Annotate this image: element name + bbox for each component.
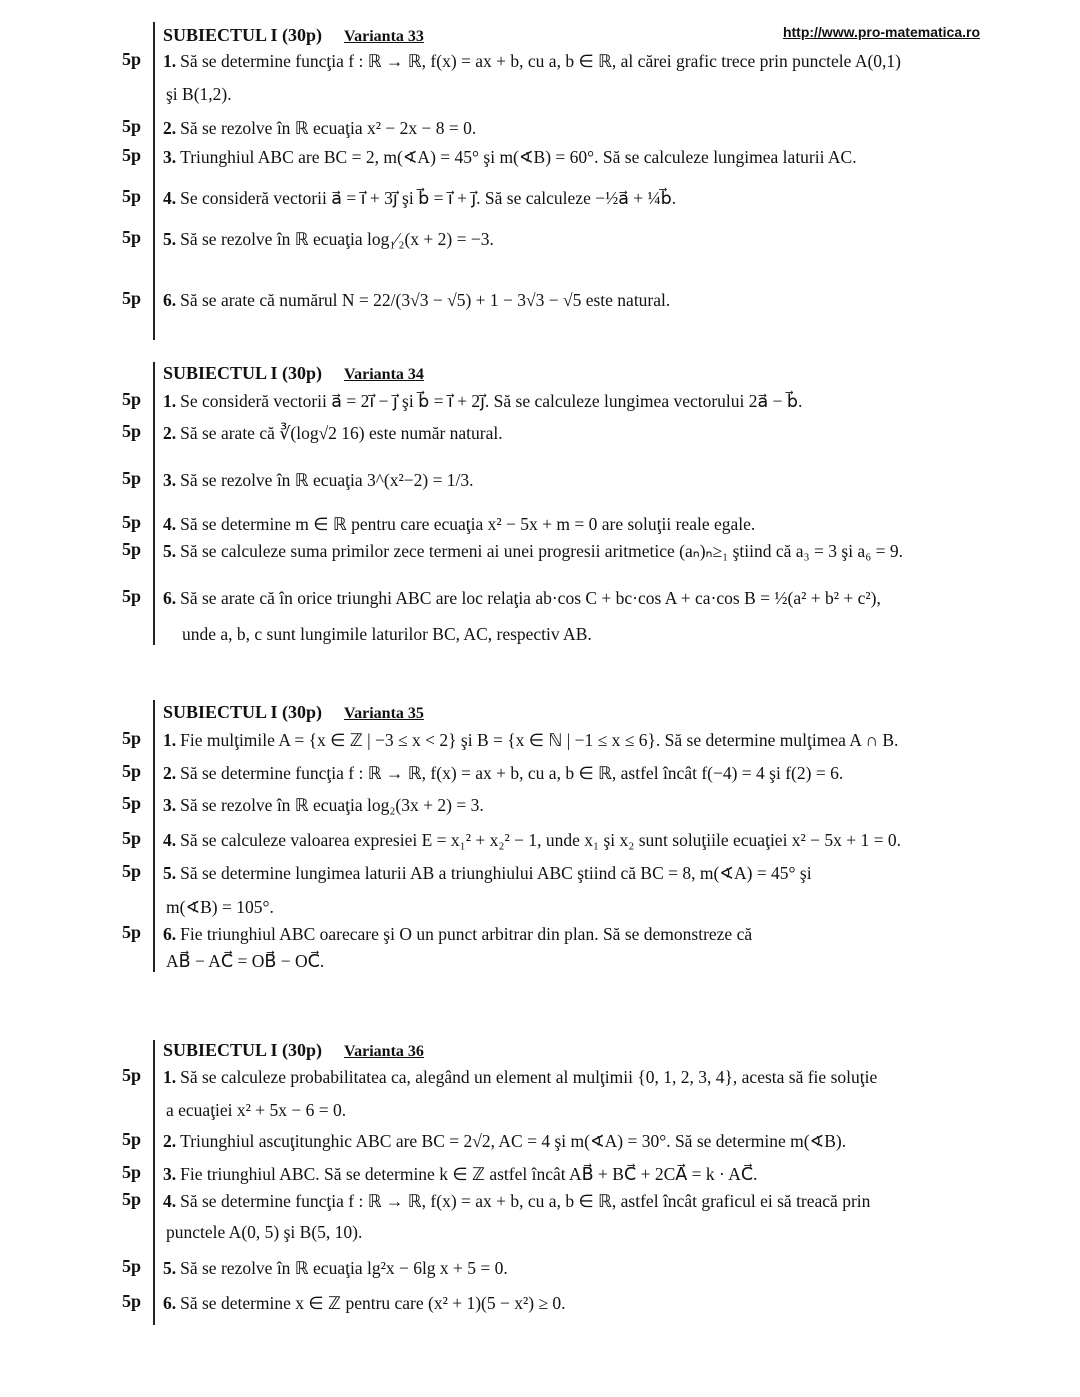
points-label: 5p [122, 49, 142, 69]
points-label: 5p [122, 227, 142, 247]
section-header [163, 363, 424, 384]
points-label: 5p [122, 539, 142, 559]
points-label: 5p [122, 586, 142, 606]
problem-statement: Fie mulţimile A = {x ∈ ℤ | −3 ≤ x < 2} şi B = {x ∈ ℕ | −1 ≤ x ≤ 6}. Să se determine mulţimea A ∩ B. [180, 730, 899, 750]
problem-statement: Se consideră vectorii a⃗ = i⃗ + 3j⃗ şi b⃗ = i⃗ + j⃗. Să se calculeze −½a⃗ + ¼b⃗. [180, 188, 677, 208]
problem-number: 1. [163, 391, 177, 411]
problem-text [163, 863, 812, 884]
section-divider-line [153, 1040, 155, 1325]
problem-text [163, 541, 903, 562]
problem-number: 2. [163, 1131, 177, 1151]
problem-statement: Să se determine funcţia f : ℝ → ℝ, f(x) = ax + b, cu a, b ∈ ℝ, astfel încât graficul ei să treacă prin [180, 1191, 871, 1211]
variant-label: Varianta 36 [344, 1043, 424, 1060]
points-label: 5p [122, 922, 142, 942]
problem-statement: Să se calculeze suma primilor zece termeni ai unei progresii aritmetice (aₙ)ₙ≥₁ ştiind că a₃ = 3 şi a₆ = 9. [180, 541, 904, 561]
problem-statement: Să se arate că ∛(log√2 16) este număr natural. [180, 423, 503, 443]
problem-text [163, 1164, 757, 1185]
problem-statement: Să se determine funcţia f : ℝ → ℝ, f(x) = ax + b, cu a, b ∈ ℝ, al cărei grafic trece prin punctele A(0,1) [180, 51, 902, 71]
problem-number: 1. [163, 51, 177, 71]
problem-text [163, 795, 484, 816]
problem-number: 1. [163, 1067, 177, 1087]
problem-number: 5. [163, 541, 177, 561]
points-label: 5p [122, 288, 142, 308]
problem-statement: Să se arate că în orice triunghi ABC are loc relaţia ab·cos C + bc·cos A + ca·cos B = ½(a² + b² + c²), [180, 588, 881, 608]
problem-text [163, 188, 676, 209]
problem-number: 4. [163, 514, 177, 534]
problem-number: 5. [163, 1258, 177, 1278]
problem-text [163, 763, 843, 784]
problem-number: 6. [163, 588, 177, 608]
section-title: SUBIECTUL I (30p) [163, 1040, 323, 1060]
problem-text [163, 514, 755, 535]
section-title: SUBIECTUL I (30p) [163, 363, 323, 383]
problem-number: 2. [163, 423, 177, 443]
problem-text [163, 830, 901, 851]
variant-label: Varianta 33 [344, 28, 424, 45]
points-label: 5p [122, 1291, 142, 1311]
problem-number: 1. [163, 730, 177, 750]
problem-statement: Să se rezolve în ℝ ecuaţia 3^(x²−2) = 1/3. [180, 470, 474, 490]
problem-text [163, 423, 503, 444]
problem-text-continuation: şi B(1,2). [166, 84, 232, 104]
section-header [163, 1040, 424, 1061]
problem-statement: Triunghiul ascuţitunghic ABC are BC = 2√2, AC = 4 şi m(∢A) = 30°. Să se determine m(∢B). [180, 1131, 847, 1151]
points-label: 5p [122, 186, 142, 206]
problem-text [163, 1258, 508, 1279]
points-label: 5p [122, 761, 142, 781]
points-label: 5p [122, 1256, 142, 1276]
points-label: 5p [122, 116, 142, 136]
problem-text [163, 1293, 566, 1314]
problem-number: 3. [163, 470, 177, 490]
points-label: 5p [122, 1129, 142, 1149]
problem-statement: Să se rezolve în ℝ ecuaţia log₂(3x + 2) = 3. [180, 795, 484, 815]
variant-label: Varianta 34 [344, 366, 424, 383]
section-title: SUBIECTUL I (30p) [163, 25, 323, 45]
problem-number: 4. [163, 830, 177, 850]
points-label: 5p [122, 1162, 142, 1182]
problem-statement: Să se calculeze valoarea expresiei E = x₁² + x₂² − 1, unde x₁ şi x₂ sunt soluţiile ecuaţiei x² − 5x + 1 = 0. [180, 830, 902, 850]
problem-number: 6. [163, 290, 177, 310]
problem-statement: Triunghiul ABC are BC = 2, m(∢A) = 45° şi m(∢B) = 60°. Să se calculeze lungimea laturii AC. [180, 147, 857, 167]
problem-statement: Să se arate că numărul N = 22/(3√3 − √5) + 1 − 3√3 − √5 este natural. [180, 290, 671, 310]
problem-text-continuation: unde a, b, c sunt lungimile laturilor BC, AC, respectiv AB. [182, 624, 592, 644]
problem-text [163, 229, 494, 250]
problem-statement: Fie triunghiul ABC oarecare şi O un punct arbitrar din plan. Să se demonstreze că [180, 924, 753, 944]
problem-text-continuation: AB⃗ − AC⃗ = OB⃗ − OC⃗. [166, 951, 325, 971]
problem-text-continuation: m(∢B) = 105°. [166, 897, 274, 917]
problem-number: 3. [163, 1164, 177, 1184]
problem-number: 4. [163, 188, 177, 208]
points-label: 5p [122, 828, 142, 848]
problem-text [163, 391, 802, 412]
problem-text [163, 730, 898, 751]
section-title: SUBIECTUL I (30p) [163, 702, 323, 722]
problem-text [163, 51, 901, 72]
points-label: 5p [122, 1189, 142, 1209]
problem-text [163, 1131, 846, 1152]
problem-number: 5. [163, 229, 177, 249]
problem-statement: Să se rezolve în ℝ ecuaţia x² − 2x − 8 = 0. [180, 118, 477, 138]
site-url-link[interactable]: http://www.pro-matematica.ro [782, 24, 980, 40]
problem-number: 4. [163, 1191, 177, 1211]
problem-number: 3. [163, 795, 177, 815]
problem-number: 6. [163, 924, 177, 944]
section-divider-line [153, 362, 155, 645]
problem-text [163, 290, 670, 311]
points-label: 5p [122, 468, 142, 488]
points-label: 5p [122, 512, 142, 532]
problem-statement: Să se determine lungimea laturii AB a triunghiului ABC ştiind că BC = 8, m(∢A) = 45° şi [180, 863, 812, 883]
points-label: 5p [122, 793, 142, 813]
points-label: 5p [122, 421, 142, 441]
problem-text-continuation: a ecuaţiei x² + 5x − 6 = 0. [166, 1100, 347, 1120]
points-label: 5p [122, 861, 142, 881]
problem-statement: Să se rezolve în ℝ ecuaţia log₁⁄₂(x + 2) = −3. [180, 229, 494, 249]
problem-number: 3. [163, 147, 177, 167]
problem-number: 2. [163, 763, 177, 783]
problem-statement: Se consideră vectorii a⃗ = 2i⃗ − j⃗ şi b⃗ = i⃗ + 2j⃗. Să se calculeze lungimea vectorului 2a⃗ − b⃗. [180, 391, 803, 411]
problem-text-continuation: punctele A(0, 5) şi B(5, 10). [166, 1222, 363, 1242]
section-divider-line [153, 700, 155, 972]
problem-statement: Să se determine x ∈ ℤ pentru care (x² + 1)(5 − x²) ≥ 0. [180, 1293, 566, 1313]
problem-text [163, 470, 474, 491]
problem-text [163, 924, 752, 945]
section-header [163, 25, 424, 46]
problem-number: 6. [163, 1293, 177, 1313]
problem-statement: Să se calculeze probabilitatea ca, alegând un element al mulţimii {0, 1, 2, 3, 4}, acesta să fie soluţie [180, 1067, 878, 1087]
problem-text [163, 1191, 870, 1212]
problem-text [163, 1067, 877, 1088]
problem-statement: Fie triunghiul ABC. Să se determine k ∈ ℤ astfel încât AB⃗ + BC⃗ + 2CA⃗ = k · AC⃗. [180, 1164, 758, 1184]
section-divider-line [153, 22, 155, 340]
problem-text [163, 118, 476, 139]
problem-text [163, 147, 857, 168]
problem-statement: Să se determine m ∈ ℝ pentru care ecuaţia x² − 5x + m = 0 are soluţii reale egale. [180, 514, 756, 534]
problem-number: 2. [163, 118, 177, 138]
points-label: 5p [122, 1065, 142, 1085]
points-label: 5p [122, 389, 142, 409]
problem-statement: Să se determine funcţia f : ℝ → ℝ, f(x) = ax + b, cu a, b ∈ ℝ, astfel încât f(−4) = 4 şi f(2) = 6. [180, 763, 844, 783]
problem-statement: Să se rezolve în ℝ ecuaţia lg²x − 6lg x + 5 = 0. [180, 1258, 508, 1278]
variant-label: Varianta 35 [344, 705, 424, 722]
points-label: 5p [122, 145, 142, 165]
points-label: 5p [122, 728, 142, 748]
section-header [163, 702, 424, 723]
problem-number: 5. [163, 863, 177, 883]
problem-text [163, 588, 881, 609]
